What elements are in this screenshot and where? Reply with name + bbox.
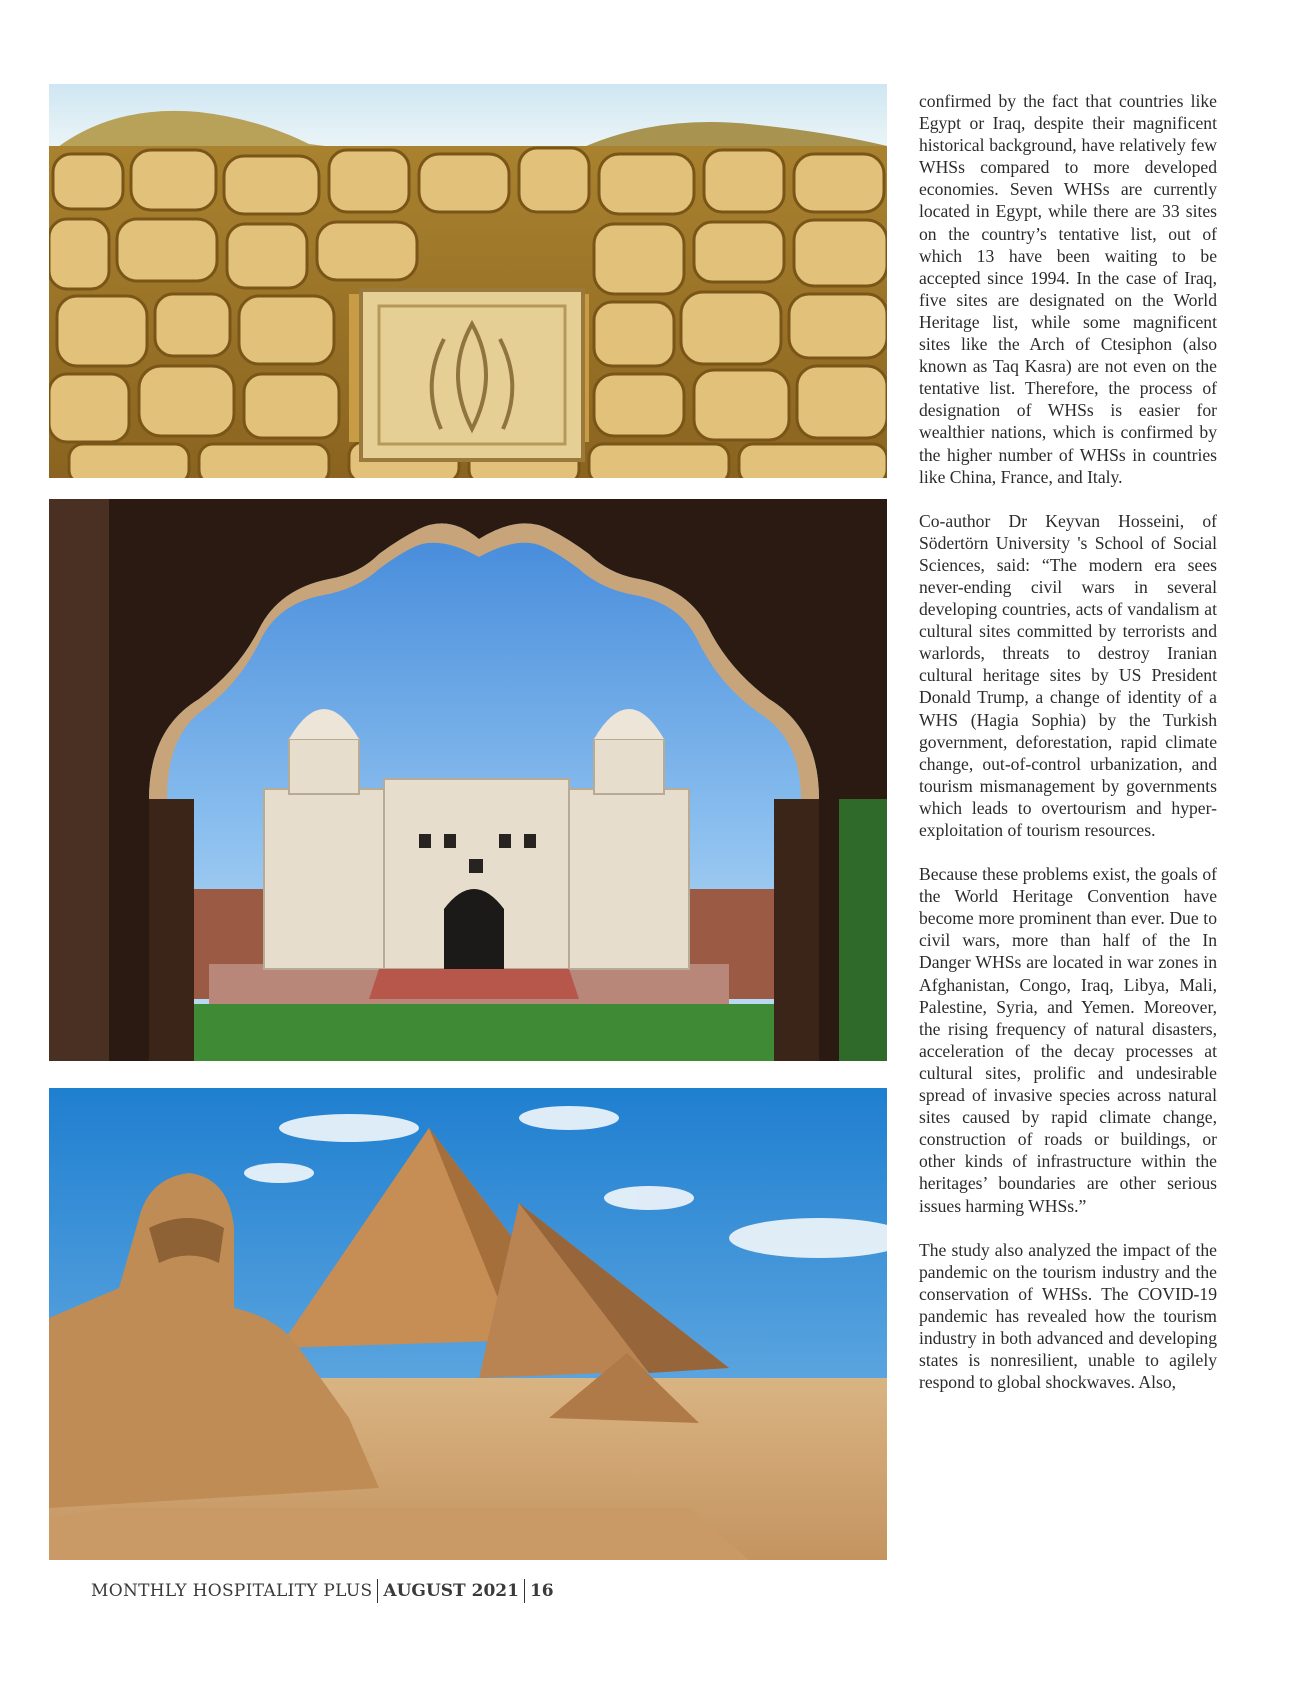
fort-gate-photo bbox=[49, 499, 887, 1061]
stone-wall-with-carved-relief-icon bbox=[49, 84, 887, 478]
page-footer bbox=[91, 1578, 554, 1604]
footer-divider bbox=[377, 1579, 378, 1603]
page-number: 16 bbox=[529, 1581, 554, 1601]
pyramids-photo bbox=[49, 1088, 887, 1560]
sphinx-and-pyramids-icon bbox=[49, 1088, 887, 1560]
article-column bbox=[919, 90, 1217, 1415]
article-paragraph: The study also analyzed the impact of the pandemic on the tourism industry and the conservation of WHSs. The COVID-19 pandemic has revealed how the tourism industry in both advanced and developing states is nonresilient, unable to agilely respond to global shockwaves. Also, bbox=[919, 1239, 1217, 1393]
article-paragraph: Co-author Dr Keyvan Hosseini, of Södertörn University 's School of Social Sciences, said: “The modern era sees never-ending civil wars in several developing countries, acts of vandalism at cultural sites committed by terrorists and warlords, threats to destroy Iranian cultural heritage sites by US President Donald Trump, a change of identity of a WHS (Hagia Sophia) by the Turkish government, deforestation, rapid climate change, out-of-control urbanization, and tourism mismanagement by governments which leads to overtourism and hyper-exploitation of tourism resources. bbox=[919, 510, 1217, 840]
article-paragraph: confirmed by the fact that countries like Egypt or Iraq, despite their magnificent historical background, have relatively few WHSs compared to more developed economies. Seven WHSs are currently located in Egypt, while there are 33 sites on the country’s tentative list, out of which 13 have been waiting to be accepted since 1994. In the case of Iraq, five sites are designated on the World Heritage list, while some magnificent sites like the Arch of Ctesiphon (also known as Taq Kasra) are not even on the tentative list. Therefore, the process of designation of WHSs is easier for wealthier nations, which is confirmed by the higher number of WHSs in countries like China, France, and Italy. bbox=[919, 91, 1217, 487]
mughal-fort-gate-through-arch-icon bbox=[49, 499, 887, 1061]
stone-wall-photo bbox=[49, 84, 887, 478]
issue-date: AUGUST 2021 bbox=[383, 1581, 519, 1601]
footer-divider bbox=[524, 1579, 525, 1603]
publication-name: MONTHLY HOSPITALITY PLUS bbox=[91, 1581, 373, 1601]
article-paragraph: Because these problems exist, the goals of the World Heritage Convention have become more prominent than ever. Due to civil wars, more than half of the In Danger WHSs are located in war zones in Afghanistan, Congo, Iraq, Libya, Mali, Palestine, Syria, and Yemen. Moreover, the rising frequency of natural disasters, acceleration of the decay processes at cultural sites, prolific and undesirable spread of invasive species across natural sites caused by rapid climate change, construction of roads or buildings, or other kinds of infrastructure within the heritages’ boundaries are other serious issues harming WHSs.” bbox=[919, 864, 1217, 1216]
